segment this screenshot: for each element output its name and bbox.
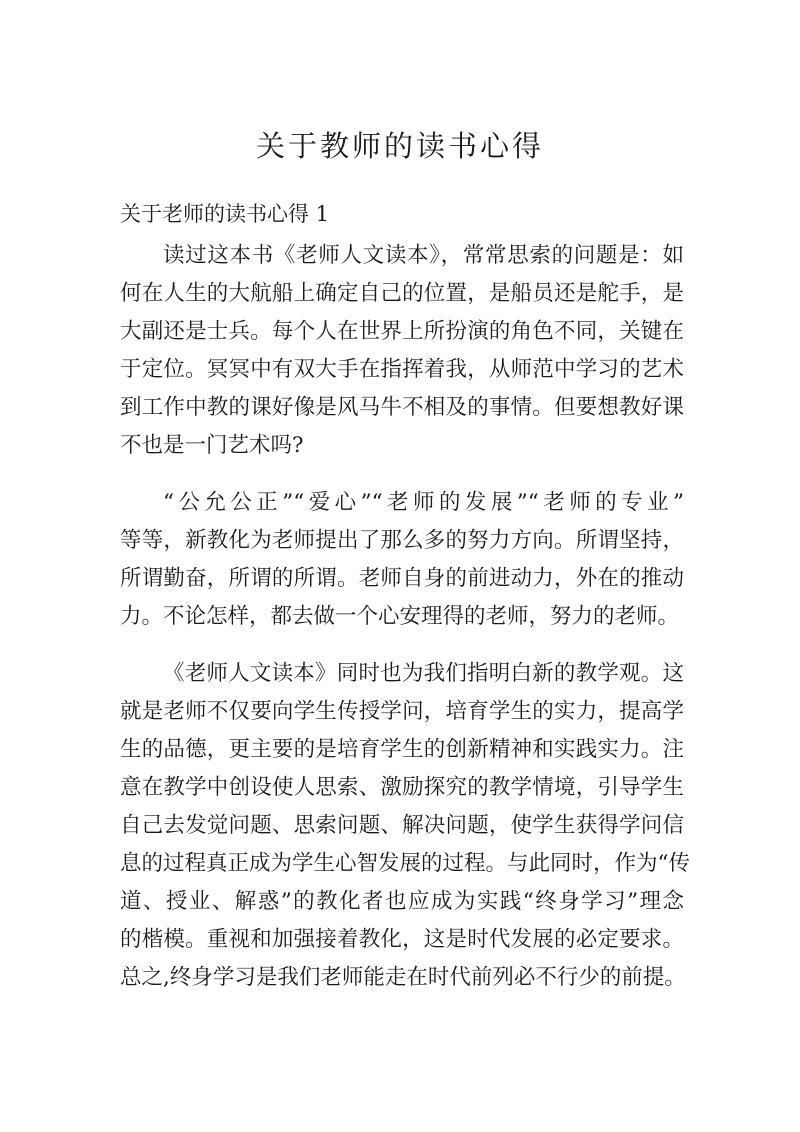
paragraph-line: 总之,终身学习是我们老师能走在时代前列必不行少的前提。	[120, 965, 686, 990]
paragraph-line: 意在教学中创设使人思索、激励探究的教学情境，引导学生	[120, 775, 684, 800]
paragraph-line: 等等，新教化为老师提出了那么多的努力方向。所谓坚持，	[120, 528, 684, 553]
document-title: 关于教师的读书心得	[255, 129, 544, 163]
paragraph-1	[120, 237, 684, 465]
paragraph-line: 的楷模。重视和加强接着教化，这是时代发展的必定要求。	[120, 927, 684, 952]
paragraph-line: 生的品德，更主要的是培育学生的创新精神和实践实力。注	[120, 737, 684, 762]
paragraph-line: 所谓勤奋，所谓的所谓。老师自身的前进动力，外在的推动	[120, 566, 684, 591]
paragraph-line: 不也是一门艺术吗?	[120, 433, 304, 458]
paragraph-line: 自己去发觉问题、思索问题、解决问题，使学生获得学问信	[120, 813, 684, 838]
paragraph-line: 于定位。冥冥中有双大手在指挥着我，从师范中学习的艺术	[120, 357, 684, 382]
paragraph-line: 到工作中教的课好像是风马牛不相及的事情。但要想教好课	[120, 395, 684, 420]
paragraph-line: 《老师人文读本》同时也为我们指明白新的教学观。这	[163, 661, 684, 686]
paragraph-line: 何在人生的大航船上确定自己的位置，是船员还是舵手，是	[120, 281, 684, 306]
paragraph-line: 道、授业、解惑”的教化者也应成为实践“终身学习”理念	[120, 889, 684, 914]
paragraph-line: 大副还是士兵。每个人在世界上所扮演的角色不同，关键在	[120, 319, 684, 344]
paragraph-2	[120, 484, 684, 636]
paragraph-line: 息的过程真正成为学生心智发展的过程。与此同时，作为“传	[120, 851, 690, 876]
section-heading: 关于老师的读书心得 1	[120, 202, 330, 226]
paragraph-line: 读过这本书《老师人文读本》，常常思索的问题是：如	[163, 243, 684, 268]
paragraph-line: 力。不论怎样，都去做一个心安理得的老师，努力的老师。	[120, 604, 680, 629]
paragraph-line: “公允公正”“爱心”“老师的发展”“老师的专业”	[163, 490, 684, 515]
paragraph-line: 就是老师不仅要向学生传授学问，培育学生的实力，提高学	[120, 699, 684, 724]
paragraph-3	[120, 655, 690, 997]
